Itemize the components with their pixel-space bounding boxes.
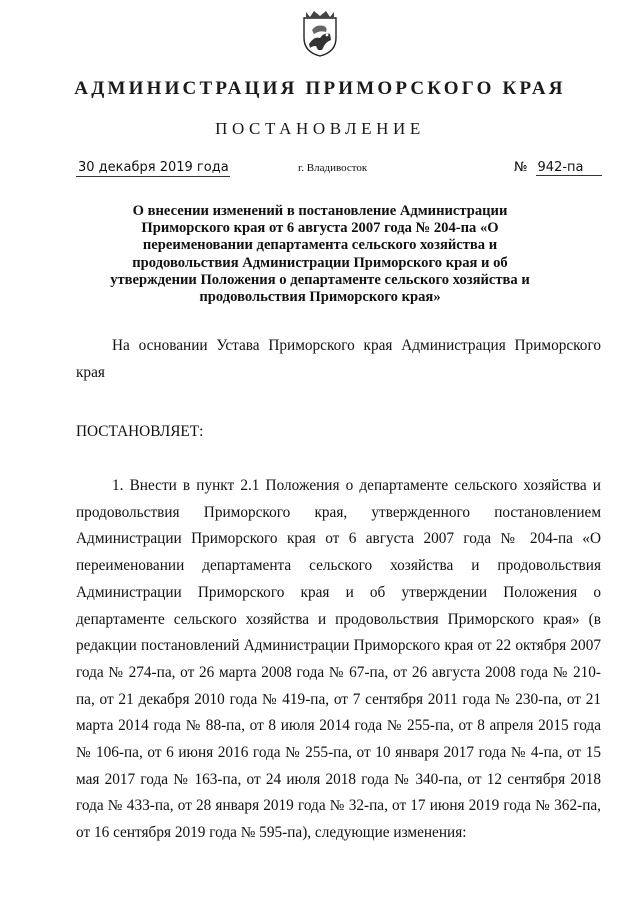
item-1-paragraph: 1. Внести в пункт 2.1 Положения о департаменте сельского хозяйства и продовольствия Приморского края, утвержденного постановлением Администрации Приморского края от 6 августа 2007 года № 204-па «О переименовании департамента сельского хозяйства и продовольствия Администрации Приморского края и об утверждении Положения о департаменте сельского хозяйства и продовольствия Приморского края» (в редакции постановлений Администрации Приморского края от 22 октября 2007 года № 274-па, от 26 марта 2008 года № 67-па, от 26 августа 2008 года № 210-па, от 21 декабря 2010 года № 419-па, от 7 сентября 2011 года № 230-па, от 21 марта 2014 года № 88-па, от 8 июля 2014 года № 255-па, от 8 апреля 2015 года № 106-па, от 6 июня 2016 года № 255-па, от 10 января 2017 года № 4-па, от 15 мая 2017 года № 163-па, от 24 июля 2018 года № 340-па, от 12 сентября 2018 года № 433-па, от 28 января 2019 года № 32-па, от 17 июня 2019 года № 362-па, от 16 сентября 2019 года № 595-па), следующие изменения:: [76, 477, 601, 842]
decree-word: ПОСТАНОВЛЯЕТ:: [76, 423, 204, 440]
number-value: 942-па: [536, 160, 602, 176]
document-title: О внесении изменений в постановление Администрации Приморского края от 6 августа 2007 года № 204-па «О переименовании департамента сельского хозяйства и продовольствия Администрации Приморского края и об утверждении Положения о департаменте сельского хозяйства и продовольствия Приморского края»: [110, 203, 530, 306]
basis-paragraph: На основании Устава Приморского края Администрация Приморского края: [76, 337, 601, 381]
document-date: 30 декабря 2019 года: [78, 160, 229, 175]
coat-of-arms-icon: [300, 8, 340, 58]
number-sign: №: [514, 160, 528, 175]
organization-name: АДМИНИСТРАЦИЯ ПРИМОРСКОГО КРАЯ: [74, 78, 566, 99]
document-number: [514, 159, 602, 176]
document-type: ПОСТАНОВЛЕНИЕ: [215, 119, 425, 138]
document-city: г. Владивосток: [298, 162, 368, 174]
